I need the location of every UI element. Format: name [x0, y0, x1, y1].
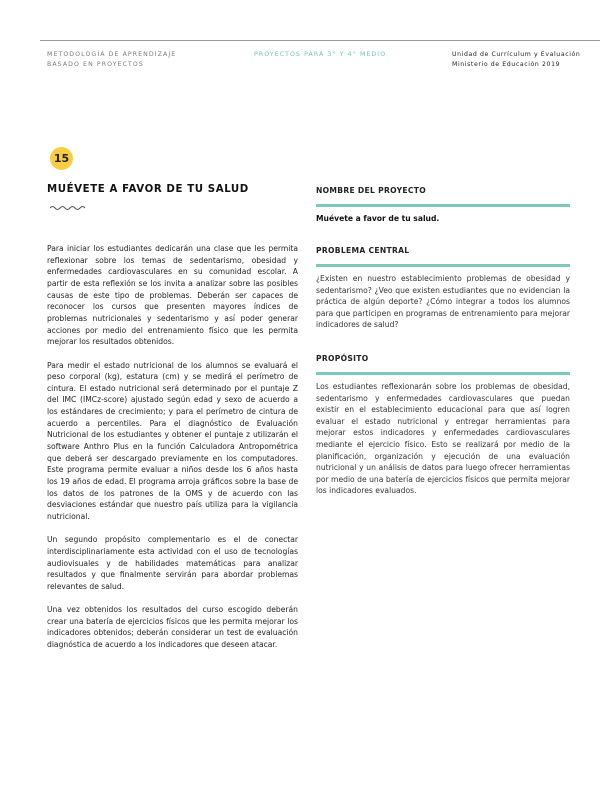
section-heading: NOMBRE DEL PROYECTO [316, 186, 426, 195]
header-institution-line1: Unidad de Currículum y Evaluación [452, 51, 581, 58]
section-heading: PROBLEMA CENTRAL [316, 246, 410, 255]
section-heading: PROPÓSITO [316, 354, 369, 363]
description-paragraph-4: Una vez obtenidos los resultados del curso escogido deberán crear una batería de ejercicios físicos que les permita mejorar los indicadores obtenidos; deberán considerar un test de evaluación diagnóstica de acuerdo a los indicadores que deseen atacar. [47, 605, 298, 650]
description-paragraph-3: Un segundo propósito complementario es el de conectar interdisciplinariamente esta actividad con el uso de tecnologías audiovisuales y de habilidades matemáticas para analizar resultados y que finalmente servirán para abordar problemas relevantes de salud. [47, 535, 298, 591]
header-methodology-line2: BASADO EN PROYECTOS [47, 61, 144, 68]
header-divider [40, 40, 600, 41]
header-institution [452, 50, 580, 70]
header-methodology [47, 50, 176, 70]
project-title: MUÉVETE A FAVOR DE TU SALUD [47, 184, 249, 195]
header-institution-line2: Ministerio de Educación 2019 [452, 61, 561, 68]
section-body: Muévete a favor de tu salud. [316, 214, 440, 223]
section-body: Los estudiantes reflexionarán sobre los problemas de obesidad, sedentarismo y enfermedades cardiovasculares que puedan existir en el establecimiento educacional para que así logren evaluar el estado nutricional y entregar herramientas para mejorar estos indicadores y enfermedades cardiovasculares mediante el ejercicio físico. Esto se realizará por medio de la planificación, organización y ejecución de una evaluación nutricional y un análisis de datos para luego ofrecer herramientas por medio de una batería de ejercicios físicos que permita mejorar los indicadores evaluados. [316, 382, 570, 496]
section-project-name [316, 186, 570, 225]
header-level-text: PROYECTOS PARA 3° Y 4° MEDIO [254, 51, 387, 58]
section-divider [316, 204, 570, 207]
section-body: ¿Existen en nuestro establecimiento problemas de obesidad y sedentarismo? ¿Veo que existen estudiantes que no evidencian la práctica de algún deporte? ¿Cómo integrar a todos los alumnos para que participen en programas de entrenamiento para mejorar indicadores de salud? [316, 274, 570, 330]
header-level [254, 50, 386, 60]
section-divider [316, 264, 570, 267]
header-methodology-line1: METODOLOGÍA DE APRENDIZAJE [47, 51, 177, 58]
wavy-line-icon [50, 205, 86, 211]
description-paragraph-1: Para iniciar los estudiantes dedicarán una clase que les permita reflexionar sobre los temas de sedentarismo, obesidad y enfermedades cardiovasculares en su comunidad escolar. A partir de esta reflexión se los invita a analizar sobre las posibles causas de este tipo de problemas. Deberán ser capaces de reconocer los cursos que presenten mayores índices de problemas nutricionales y sedentarismo y así poder generar acciones por medio del entrenamiento físico que les permita mejorar los resultados obtenidos. [47, 244, 298, 347]
section-central-problem [316, 246, 570, 331]
project-description [47, 243, 298, 662]
project-number-badge: 15 [50, 147, 73, 170]
section-divider [316, 372, 570, 375]
section-purpose [316, 354, 570, 497]
description-paragraph-2: Para medir el estado nutricional de los alumnos se evaluará el peso corporal (kg), estatura (cm) y se medirá el perímetro de cintura. El estado nutricional será determinado por el puntaje Z del IMC (IMCz-score) ajustado según edad y sexo de acuerdo a los estándares de crecimiento; y para el perímetro de cintura de acuerdo a percentiles. Para el diagnóstico de Evaluación Nutricional de los estudiantes y obtener el puntaje z utilizarán el software Anthro Plus en la función Calculadora Antropométrica que deberá ser descargado previamente en los computadores. Este programa permite evaluar a niños desde los 6 años hasta los 19 años de edad. El programa arroja gráficos sobre la base de los datos de los patrones de la OMS y de acuerdo con las desviaciones estándar que nuestro país utiliza para la vigilancia nutricional. [47, 360, 298, 522]
